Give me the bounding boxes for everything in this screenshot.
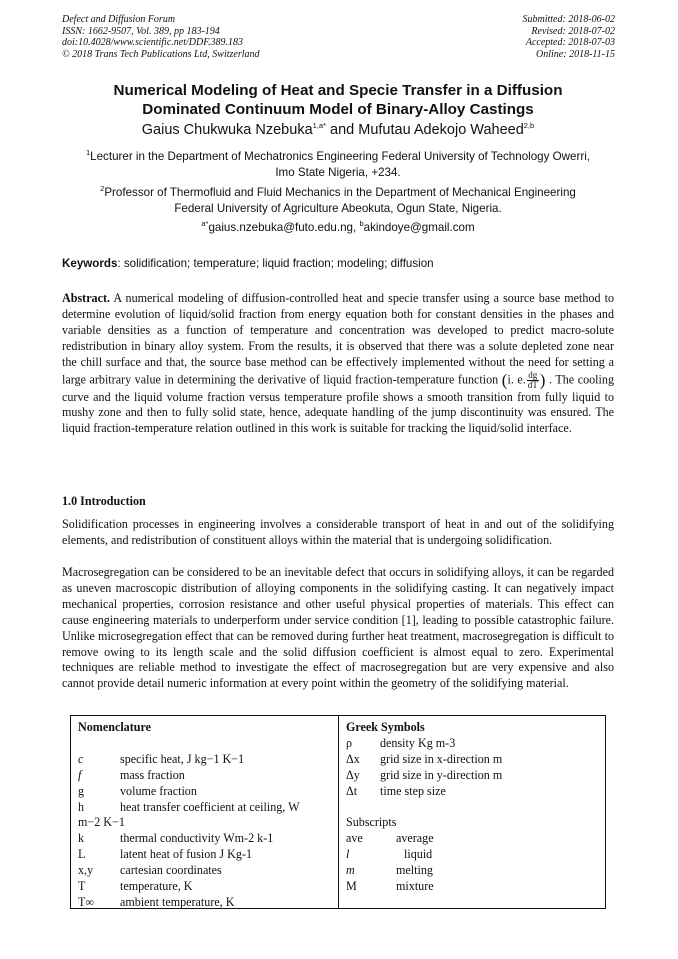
- date-accepted: Accepted: 2018-07-03: [525, 37, 615, 48]
- affiliation-2-line-2: Federal University of Agriculture Abeokuta, Ogun State, Nigeria.: [174, 202, 502, 215]
- journal-copyright: © 2018 Trans Tech Publications Ltd, Switzerland: [62, 48, 260, 60]
- section-heading-introduction: 1.0 Introduction: [62, 494, 146, 508]
- journal-issn: ISSN: 1662-9507, Vol. 389, pp 183-194: [62, 25, 220, 37]
- submission-dates: [523, 14, 616, 60]
- subscripts-heading: Subscripts: [346, 815, 397, 830]
- author-1-marker: 1,a*: [312, 121, 326, 131]
- author-1: Gaius Chukwuka Nzebuka: [141, 122, 313, 138]
- abstract-ie: i. e.: [507, 371, 526, 386]
- journal-info: [62, 14, 260, 60]
- intro-paragraph-2: Macrosegregation can be considered to be an inevitable defect that occurs in solidifying alloys, it can be regarded as uneven macroscopic distribution of alloying components in the solidifying casting. It can negatively impact mechanical properties, corrosion resistance and other useful physical properties of materials. This effect can cause engineering materials to underperform under service condition [1], leading to possible catastrophic failure. Unlike microsegregation effect that can be removed during further heat treatment, macrosegregation is difficult to remove owing to its length scale and the solid diffusion coefficient is almost equal to zero. Experimental techniques are reliable method to investigate the effect of macrosegregation but are very expensive and also cannot provide detail numeric information at every point within the geometry of the solidifying material.: [62, 565, 614, 691]
- subscript-row: M mixture: [346, 879, 434, 894]
- date-submitted: Submitted: 2018-06-02: [522, 14, 615, 25]
- abstract-text-1: A numerical modeling of diffusion-controlled heat and specie transfer using a source base method to determine evolution of liquid/solid fraction from energy equation both for constant densities in the phases and variable densities as a function of temperature and concentration was developed to predict macro-solute redistribution in binary alloy system. From the results, it is observed that there was a solute depleted zone near the chill surface and that, the source base method can be effectively implemented without the need for setting a large arbitrary value in determining the derivative of liquid fraction-temperature function: [62, 291, 614, 386]
- derivative-fraction: [527, 371, 539, 390]
- nomenclature-row: x,y cartesian coordinates: [78, 863, 222, 878]
- greek-subscripts-column: [339, 716, 605, 908]
- greek-row: Δy grid size in y-direction m: [346, 767, 503, 782]
- nomenclature-row: f mass fraction: [78, 767, 185, 782]
- email-1: gaius.nzebuka@futo.edu.ng,: [208, 221, 360, 234]
- nomenclature-row: k thermal conductivity Wm-2 k-1: [78, 831, 274, 846]
- paper-title: [62, 81, 614, 119]
- title-line-1: Numerical Modeling of Heat and Specie Transfer in a Diffusion: [113, 82, 563, 99]
- greek-row: Δt time step size: [346, 783, 446, 798]
- nomenclature-row: T∞ ambient temperature, K: [78, 894, 235, 909]
- nomenclature-row: h heat transfer coefficient at ceiling, W: [78, 799, 300, 814]
- keywords: [62, 256, 614, 272]
- keywords-label: Keywords: [62, 257, 118, 270]
- date-online: Online: 2018-11-15: [536, 48, 615, 60]
- email-2-marker: b: [359, 219, 364, 229]
- author-emails: [62, 220, 614, 236]
- email-2: akindoye@gmail.com: [363, 221, 475, 234]
- title-line-2: Dominated Continuum Model of Binary-Alloy Castings: [142, 101, 534, 118]
- author-and: and: [326, 122, 359, 138]
- nomenclature-table: [70, 715, 606, 909]
- abstract-text-2: . The cooling curve and the liquid volume fraction versus temperature profile shows a smooth transition from fully liquid to mushy zone and then to fully solid state, hence, adequate handling of the jump discontinuity was ensured. The liquid fraction-temperature relation outlined in this work is suitable for tracking the liquid/solid interface.: [62, 371, 614, 436]
- nomenclature-row: c specific heat, J kg−1 K−1: [78, 751, 245, 766]
- email-1-marker: a*: [201, 219, 209, 229]
- greek-row: Δx grid size in x-direction m: [346, 751, 503, 766]
- author-2: Mufutau Adekojo Waheed: [358, 122, 524, 138]
- abstract-label: Abstract.: [62, 291, 111, 305]
- subscript-row: m melting: [346, 863, 433, 878]
- fraction-numerator: dg: [528, 369, 538, 380]
- subscript-row: l liquid: [346, 847, 433, 862]
- author-list: [62, 121, 614, 139]
- affiliation-1-line-2: Imo State Nigeria, +234.: [275, 166, 401, 179]
- abstract: Abstract. A numerical modeling of diffusion-controlled heat and specie transfer using a source base method to determine evolution of liquid/solid fraction from energy equation both for constant densities in the phases and variable densities as a function of temperature and concentration was developed to predict macro-solute redistribution in binary alloy system. From the results, it is observed that there was a solute depleted zone near the chill surface and that, the source base method can be effectively implemented without the need for setting a large arbitrary value in determining the derivative of liquid fraction-temperature function (i. e. $\frac{dg}{dT}$ ) . The cooling curve and the liquid volume fraction versus temperature profile shows a smooth transition from fully liquid to mushy zone and then to fully solid state, hence, adequate handling of the jump discontinuity was ensured. The liquid fraction-temperature relation outlined in this work is suitable for tracking the liquid/solid interface.: [62, 291, 614, 436]
- greek-symbols-heading: Greek Symbols: [346, 720, 425, 734]
- nomenclature-row-continued: m−2 K−1: [78, 815, 125, 830]
- nomenclature-column: [71, 716, 339, 908]
- affiliation-1-line-1: Lecturer in the Department of Mechatronics Engineering Federal University of Technology Owerri,: [90, 150, 591, 163]
- journal-doi: doi:10.4028/www.scientific.net/DDF.389.183: [62, 37, 244, 48]
- author-2-marker: 2,b: [523, 121, 535, 131]
- nomenclature-row: g volume fraction: [78, 783, 197, 798]
- fraction-denominator: dT: [527, 379, 538, 390]
- affiliation-2-marker: 2: [100, 184, 105, 194]
- greek-row: ρ density Kg m-3: [346, 735, 456, 750]
- intro-paragraph-1: Solidification processes in engineering involves a considerable transport of heat in and out of the solidifying elements, and redistribution of constituent alloys within the material that is undergoing solidification.: [62, 517, 614, 547]
- affiliation-1: [62, 149, 614, 181]
- affiliation-2: [62, 185, 614, 217]
- nomenclature-row: L latent heat of fusion J Kg-1: [78, 847, 252, 862]
- nomenclature-row: T temperature, K: [78, 879, 193, 894]
- affiliation-1-marker: 1: [85, 148, 91, 158]
- date-revised: Revised: 2018-07-02: [531, 25, 615, 37]
- nomenclature-heading: Nomenclature: [78, 720, 151, 734]
- journal-name: Defect and Diffusion Forum: [62, 14, 176, 25]
- affiliation-2-line-1: Professor of Thermofluid and Fluid Mechanics in the Department of Mechanical Engineering: [104, 186, 576, 199]
- subscript-row: ave average: [346, 831, 434, 846]
- keywords-text: : solidification; temperature; liquid fraction; modeling; diffusion: [117, 257, 434, 270]
